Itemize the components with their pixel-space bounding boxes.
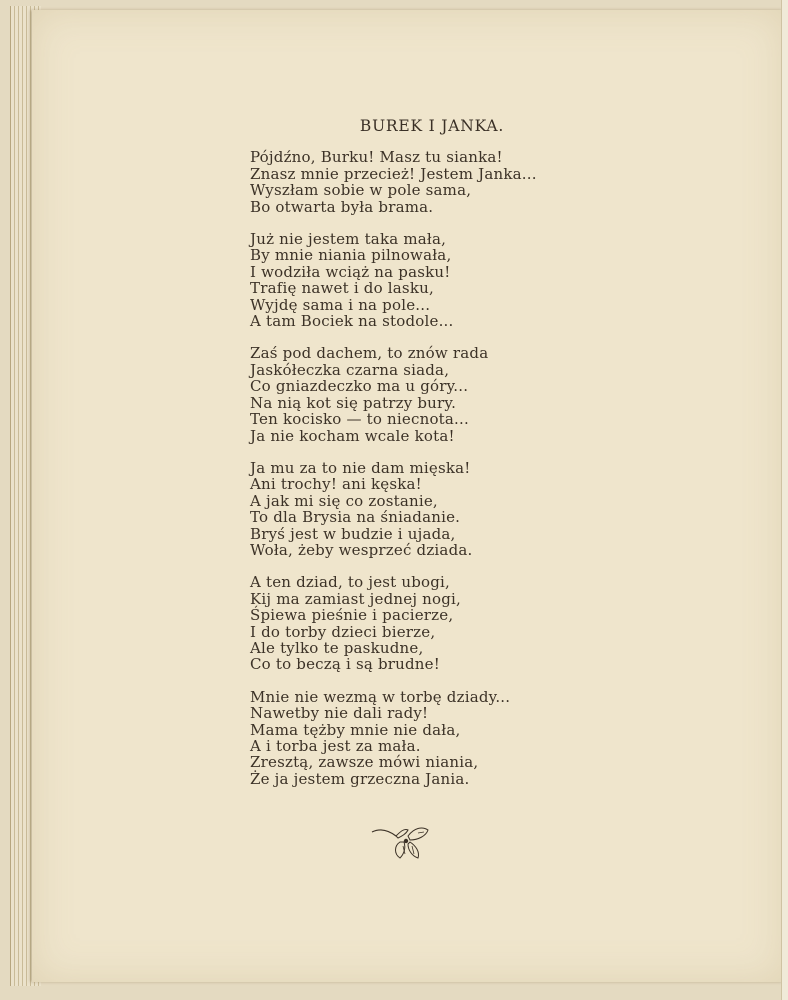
poem-line: A jak mi się co zostanie,	[250, 491, 438, 510]
poem-line: Już nie jestem taka mała,	[250, 230, 447, 249]
poem-line: A i torba jest za mała.	[250, 737, 421, 755]
poem-line: Zaś pod dachem, to znów rada	[250, 344, 489, 363]
poem-line: Zresztą, zawsze mówi niania,	[250, 753, 479, 772]
stanza-5	[250, 574, 580, 672]
floral-vignette-icon	[370, 824, 434, 862]
poem	[250, 118, 580, 803]
poem-line: Co to beczą i są brudne!	[250, 655, 440, 674]
poem-line: Na nią kot się patrzy bury.	[250, 393, 457, 412]
poem-line: Wyszłam sobie w pole sama,	[250, 181, 472, 200]
poem-line: To dla Brysia na śniadanie.	[250, 508, 461, 527]
stanza-4	[250, 460, 580, 558]
poem-line: Bo otwarta była brama.	[250, 197, 434, 216]
poem-line: Ten kocisko — to niecnota...	[250, 410, 469, 429]
poem-line: Bryś jest w budzie i ujada,	[250, 524, 456, 543]
poem-line: A ten dziad, to jest ubogi,	[250, 573, 451, 592]
poem-line: Mnie nie wezmą w torbę dziady...	[250, 687, 511, 706]
stanza-1	[250, 149, 580, 215]
poem-line: Kij ma zamiast jednej nogi,	[250, 589, 462, 608]
poem-line: A tam Bociek na stodole...	[250, 312, 454, 331]
poem-line: Śpiewa pieśnie i pacierze,	[250, 606, 454, 625]
poem-line: Jaskółeczka czarna siada,	[250, 360, 450, 379]
right-page-edge	[781, 0, 788, 1000]
stanza-3	[250, 345, 580, 443]
poem-line: I do torby dzieci bierze,	[250, 622, 436, 641]
poem-line: By mnie niania pilnowała,	[250, 246, 452, 265]
poem-line: Że ja jestem grzeczna Jania.	[250, 769, 470, 788]
stanza-2	[250, 231, 580, 329]
poem-line: Ja nie kocham wcale kota!	[250, 426, 455, 445]
poem-line: Wyjdę sama i na pole...	[250, 295, 431, 314]
poem-line: Ale tylko te paskudne,	[250, 638, 424, 657]
poem-line: Trafię nawet i do lasku,	[250, 279, 434, 298]
poem-line: Pójdźno, Burku! Masz tu sianka!	[250, 148, 503, 167]
poem-line: I wodziła wciąż na pasku!	[250, 262, 451, 281]
poem-line: Znasz mnie przecież! Jestem Janka...	[250, 164, 537, 183]
poem-line: Nawetby nie dali rady!	[250, 704, 429, 723]
poem-line: Co gniazdeczko ma u góry...	[250, 377, 469, 396]
poem-line: Mama tężby mnie nie dała,	[250, 720, 461, 739]
poem-line: Ani trochy! ani kęska!	[250, 475, 422, 494]
stanza-6	[250, 689, 580, 787]
poem-line: Ja mu za to nie dam mięska!	[250, 458, 471, 477]
poem-line: Woła, żeby wesprzeć dziada.	[250, 540, 473, 559]
poem-title: BUREK I JANKA.	[359, 117, 505, 135]
